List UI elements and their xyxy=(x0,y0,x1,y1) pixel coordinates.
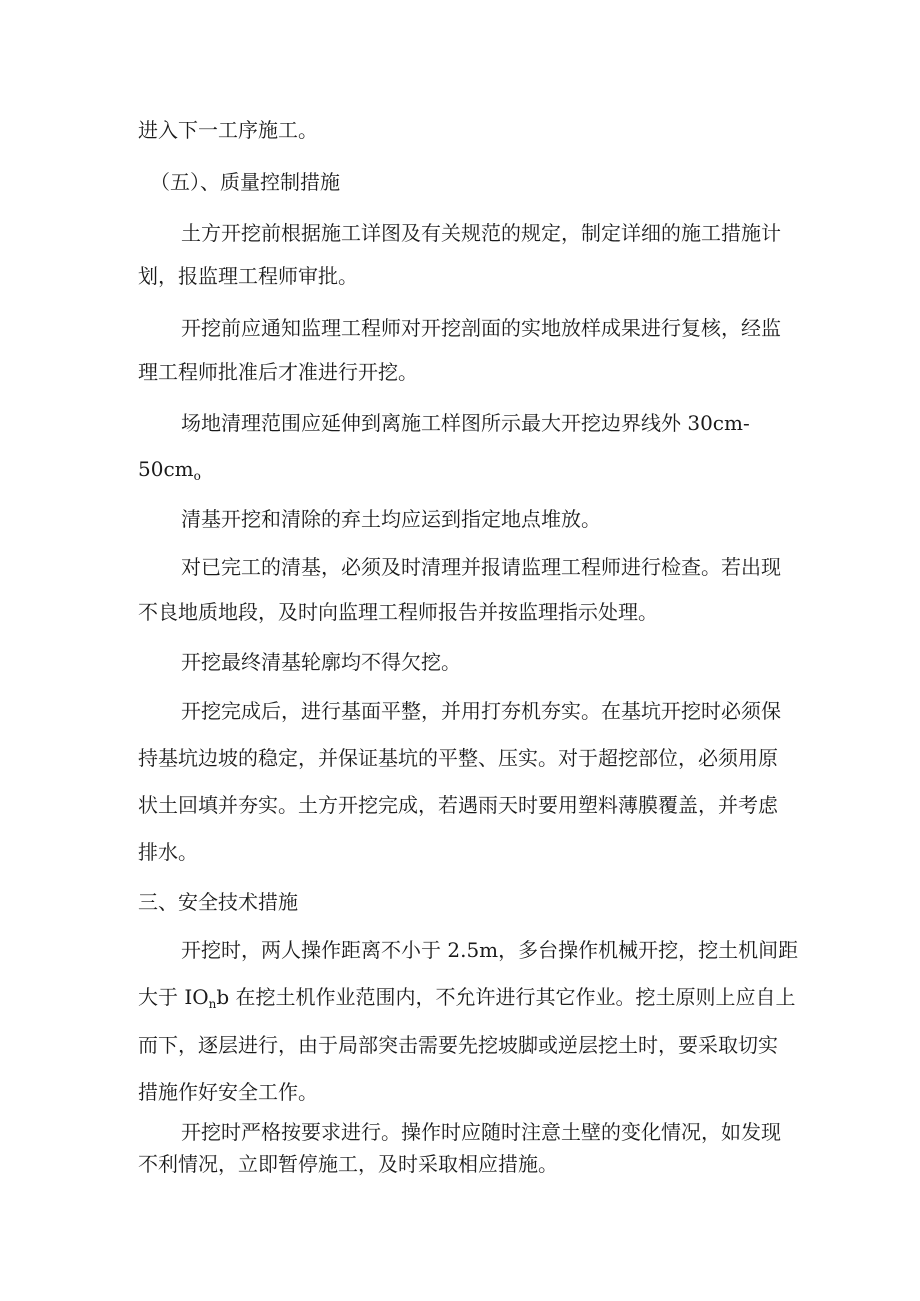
paragraph-line: 场地清理范围应延伸到离施工样图所示最大开挖边界线外 30cm- xyxy=(181,411,750,435)
paragraph-line: 清基开挖和清除的弃土均应运到指定地点堆放。 xyxy=(181,507,601,531)
paragraph-line: 划，报监理工程师审批。 xyxy=(138,264,358,288)
subscript-text: o xyxy=(193,469,201,483)
paragraph-line: 措施作好安全工作。 xyxy=(138,1080,318,1104)
paragraph-line: 不良地质地段，及时向监理工程师报告并按监理指示处理。 xyxy=(138,600,658,624)
paragraph-line: 不利情况，立即暂停施工，及时采取相应措施。 xyxy=(138,1152,558,1176)
paragraph-line: 对已完工的清基，必须及时清理并报请监理工程师进行检查。若出现 xyxy=(181,555,781,579)
paragraph-line xyxy=(138,983,796,1018)
paragraph-line: 开挖时严格按要求进行。操作时应随时注意土壁的变化情况，如发现 xyxy=(181,1120,781,1144)
text-segment: b 在挖土机作业范围内，不允许进行其它作业。挖土原则上应自上 xyxy=(216,985,796,1009)
paragraph-line: 而下，逐层进行，由于局部突击需要先挖坡脚或逆层挖土时，要采取切实 xyxy=(138,1033,778,1057)
measurement-text: 50cm xyxy=(138,457,194,481)
paragraph-line: 开挖最终清基轮廓均不得欠挖。 xyxy=(181,650,461,674)
paragraph-line: 进入下一工序施工。 xyxy=(138,118,318,142)
paragraph-line: 开挖完成后，进行基面平整，并用打夯机夯实。在基坑开挖时必须保 xyxy=(181,699,781,723)
paragraph-line: 状土回填并夯实。土方开挖完成，若遇雨天时要用塑料薄膜覆盖，并考虑 xyxy=(138,793,778,817)
section-heading-quality-control: （五）、质量控制措施 xyxy=(150,170,340,194)
paragraph-line: 持基坑边坡的稳定，并保证基坑的平整、压实。对于超挖部位，必须用原 xyxy=(138,746,778,770)
section-heading-safety: 三、安全技术措施 xyxy=(138,890,298,914)
paragraph-line: 排水。 xyxy=(138,840,198,864)
paragraph-line: 开挖前应通知监理工程师对开挖剖面的实地放样成果进行复核，经监 xyxy=(181,316,781,340)
paragraph-line: 理工程师批准后才准进行开挖。 xyxy=(138,360,418,384)
paragraph-line: 开挖时，两人操作距离不小于 2.5m，多台操作机械开挖，挖土机间距 xyxy=(181,938,799,962)
text-segment: 大于 IO xyxy=(138,985,209,1009)
paragraph-line: 土方开挖前根据施工详图及有关规范的规定，制定详细的施工措施计 xyxy=(181,221,781,245)
paragraph-line xyxy=(138,455,201,490)
subscript-text: n xyxy=(208,997,217,1011)
